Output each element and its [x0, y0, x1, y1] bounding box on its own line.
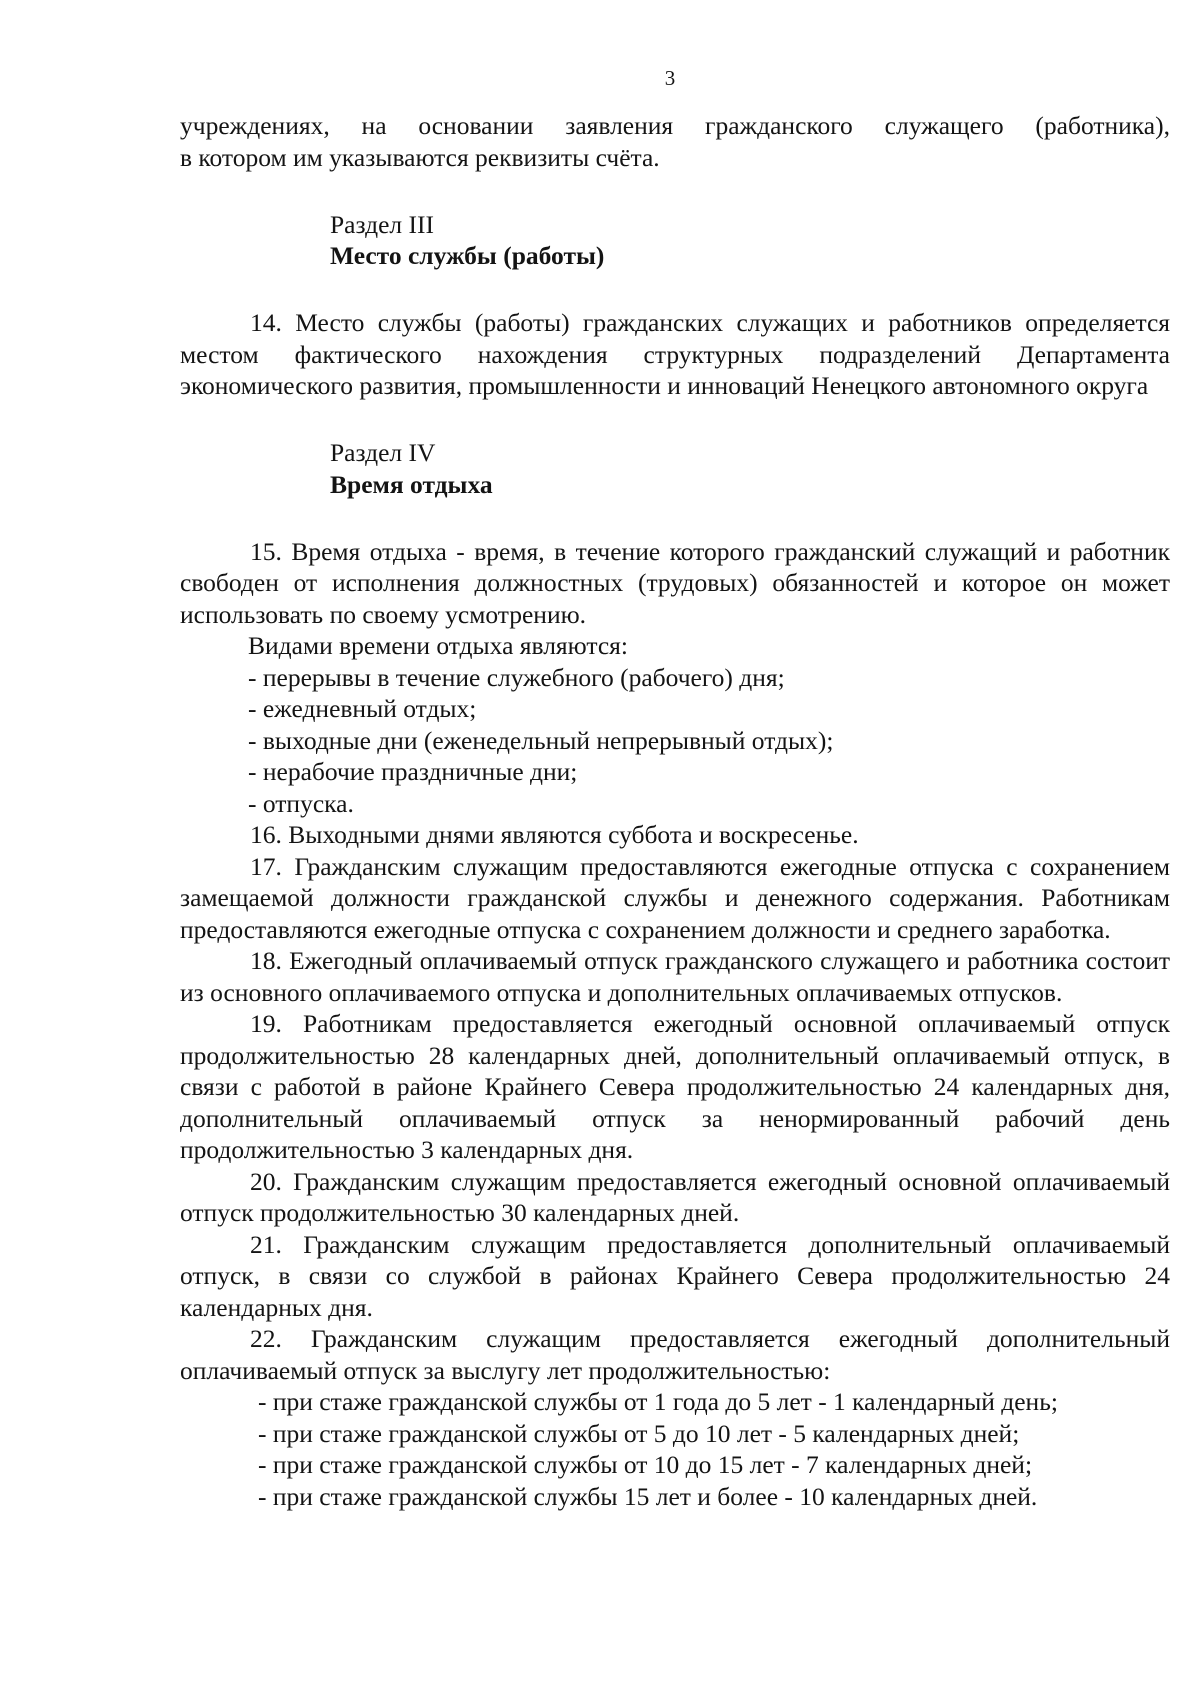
rest-types-intro: Видами времени отдыха являются: — [248, 631, 628, 660]
rest-type-item: - нерабочие праздничные дни; — [248, 757, 578, 786]
seniority-item: - при стаже гражданской службы от 10 до 15 лет - 7 календарных дней; — [258, 1450, 1033, 1479]
intro-line-2: в котором им указываются реквизиты счёта. — [180, 142, 660, 172]
seniority-item: - при стаже гражданской службы от 1 года до 5 лет - 1 календарный день; — [258, 1387, 1058, 1416]
rest-type-item: - перерывы в течение служебного (рабочего) дня; — [248, 662, 785, 692]
paragraph-20: 20. Гражданским служащим предоставляется ежегодный основной оплачиваемый отпуск продолжительностью 30 календарных дней. — [180, 1166, 1170, 1227]
section-3-title: Место службы (работы) — [330, 241, 605, 270]
paragraph-15: 15. Время отдыха - время, в течение которого гражданский служащий и работник свободен от исполнения должностных (трудовых) обязанностей и которое он может использовать по своему усмотрению. — [180, 536, 1170, 629]
section-3-heading: Раздел III — [330, 209, 434, 239]
page-number: 3 — [664, 66, 676, 90]
paragraph-16: 16. Выходными днями являются суббота и воскресенье. — [250, 820, 859, 849]
paragraph-22: 22. Гражданским служащим предоставляется ежегодный дополнительный оплачиваемый отпуск за выслугу лет продолжительностью: — [180, 1324, 1170, 1385]
section-4-title: Время отдыха — [330, 469, 493, 499]
rest-type-item: - ежедневный отдых; — [248, 694, 477, 723]
rest-type-item: - отпуска. — [248, 788, 354, 818]
intro-line-1: учреждениях, на основании заявления гражданского служащего (работника), — [180, 111, 1170, 140]
document-body — [180, 110, 1170, 1512]
seniority-item: - при стаже гражданской службы 15 лет и более - 10 календарных дней. — [258, 1481, 1038, 1511]
paragraph-14: 14. Место службы (работы) гражданских служащих и работников определяется местом фактического нахождения структурных подразделений Департамента экономического развития, промышленности и инноваций Ненецкого автономного округа — [180, 308, 1170, 400]
paragraph-17: 17. Гражданским служащим предоставляются ежегодные отпуска с сохранением замещаемой должности гражданской службы и денежного содержания. Работникам предоставляются ежегодные отпуска с сохранением должности и среднего заработка. — [180, 851, 1170, 944]
seniority-item: - при стаже гражданской службы от 5 до 10 лет - 5 календарных дней; — [258, 1418, 1020, 1448]
section-4-heading: Раздел IV — [330, 438, 436, 467]
paragraph-19: 19. Работникам предоставляется ежегодный основной оплачиваемый отпуск продолжительностью 28 календарных дней, дополнительный оплачиваемый отпуск, в связи с работой в районе Крайнего Севера продолжительностью 24 календарных дня, дополнительный оплачиваемый отпуск за ненормированный рабочий день продолжительностью 3 календарных дня. — [180, 1009, 1170, 1164]
rest-type-item: - выходные дни (еженедельный непрерывный отдых); — [248, 725, 834, 755]
paragraph-18: 18. Ежегодный оплачиваемый отпуск гражданского служащего и работника состоит из основного оплачиваемого отпуска и дополнительных оплачиваемых отпусков. — [180, 946, 1170, 1007]
paragraph-21: 21. Гражданским служащим предоставляется дополнительный оплачиваемый отпуск, в связи со службой в районах Крайнего Севера продолжительностью 24 календарных дня. — [180, 1229, 1170, 1322]
